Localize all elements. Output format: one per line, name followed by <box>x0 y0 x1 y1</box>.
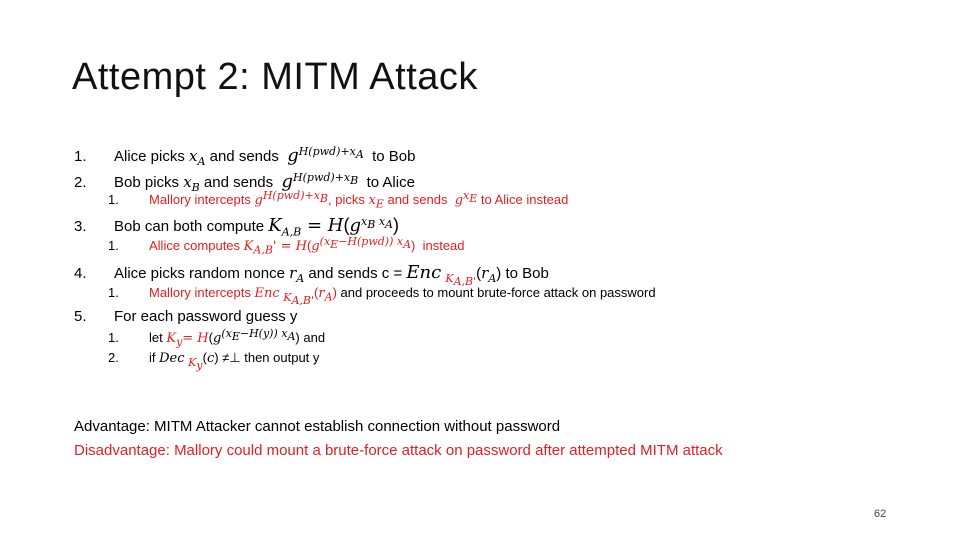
substep-text: let $K_y= H(g^{(x_E-H(y)) x_A})$ and <box>149 326 326 349</box>
step-5-2 <box>108 350 319 372</box>
step-2-1 <box>108 188 569 214</box>
substep-number: 1. <box>108 330 119 345</box>
substep-number: 1. <box>108 192 119 207</box>
step-3-1 <box>108 234 465 260</box>
step-number: 1. <box>74 148 87 165</box>
step-text: Alice picks $x_A$ and sends $g^{H(pwd)+x_A}$ to Bob <box>114 145 416 168</box>
step-text: Bob picks $x_B$ and sends $g^{H(pwd)+x_B}$ to Alice <box>114 171 415 194</box>
substep-number: 1. <box>108 285 119 300</box>
advantage-note: Advantage: MITM Attacker cannot establish connection without password <box>74 418 561 435</box>
substep-text: if Dec $_{K_y}$(c) ≠⊥ then output y <box>149 350 320 372</box>
slide-title: Attempt 2: MITM Attack <box>72 56 478 98</box>
substep-text: Mallory intercepts Enc $_{K_{A,B'}}(r_A)$ and proceeds to mount brute-force attack on password <box>149 285 656 307</box>
substep-number: 2. <box>108 350 119 365</box>
step-number: 5. <box>74 308 87 325</box>
page-number: 62 <box>874 508 887 520</box>
step-5-1 <box>108 326 326 352</box>
step-text: Alice picks random nonce $r_A$ and sends c = Enc $_{K_{A,B'}}(r_A)$ to Bob <box>114 262 549 289</box>
step-number: 4. <box>74 265 87 282</box>
step-4 <box>74 262 549 289</box>
substep-number: 1. <box>108 238 119 253</box>
step-text: Bob can both compute $K_{A,B} = H(g^{x_B x_A})$ <box>114 215 399 239</box>
substep-text: Mallory intercepts $g^{H(pwd)+x_B}$, picks $x_E$ and sends $g^{x_E}$ to Alice instead <box>149 188 569 211</box>
step-3 <box>74 215 399 237</box>
step-number: 2. <box>74 174 87 191</box>
step-2 <box>74 171 415 193</box>
step-number: 3. <box>74 218 87 235</box>
step-1 <box>74 145 415 167</box>
step-text: For each password guess y <box>114 308 298 325</box>
disadvantage-note: Disadvantage: Mallory could mount a brute-force attack on password after attempted MITM attack <box>74 442 723 459</box>
step-4-1 <box>108 285 656 307</box>
substep-text: Allice computes $K_{A,B}' = H(g^{(x_E-H(pwd)) x_A})$ instead <box>149 234 465 257</box>
